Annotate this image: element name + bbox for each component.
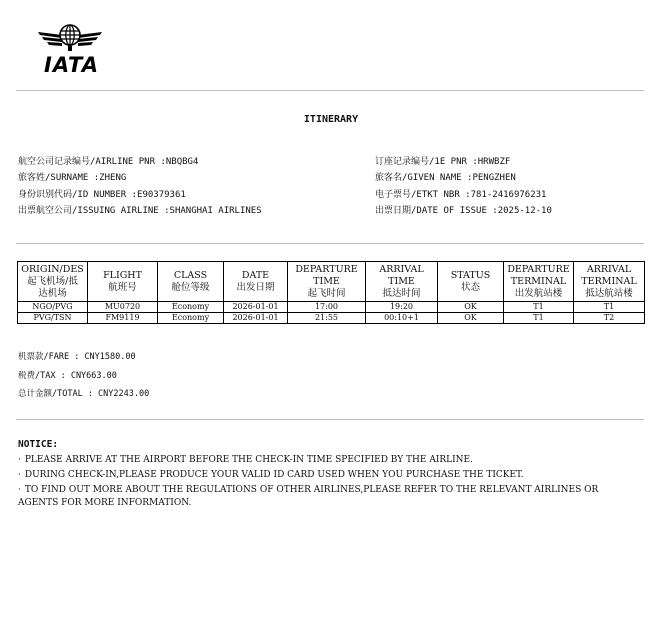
cell-class: Economy xyxy=(158,313,224,324)
notice-item: · DURING CHECK-IN,PLEASE PRODUCE YOUR VALID ID CARD USED WHEN YOU PURCHASE THE TICKET. xyxy=(18,470,524,480)
fare-summary xyxy=(18,348,149,404)
iata-logo-text: IATA xyxy=(44,53,100,77)
col-status: STATUS 状态 xyxy=(438,262,504,302)
cell-arrival-terminal: T2 xyxy=(574,313,645,324)
cell-class: Economy xyxy=(158,302,224,313)
fare-amount: 机票款/FARE : CNY1580.00 xyxy=(18,352,136,362)
divider-bottom xyxy=(16,419,644,420)
col-departure-terminal: DEPARTURE TERMINAL 出发航站楼 xyxy=(504,262,574,302)
1e-pnr: 订座记录编号/1E PNR :HRWBZF xyxy=(375,157,511,167)
id-number: 身份识别代码/ID NUMBER :E90379361 xyxy=(18,189,186,200)
col-origin-destination: ORIGIN/DES 起飞机场/抵 达机场 xyxy=(18,262,88,302)
table-row xyxy=(18,302,645,313)
surname: 旅客姓/SURNAME :ZHENG xyxy=(18,173,127,184)
bullet-icon: · xyxy=(18,470,21,480)
cell-flight: MU0720 xyxy=(88,302,158,313)
col-arrival-terminal: ARRIVAL TERMINAL 抵达航站楼 xyxy=(574,262,645,302)
airline-pnr: 航空公司记录编号/AIRLINE PNR :NBQBG4 xyxy=(18,157,199,167)
flight-table-header xyxy=(18,262,645,302)
cell-route: NGO/PVG xyxy=(18,302,88,313)
cell-status: OK xyxy=(438,313,504,324)
page-title: ITINERARY xyxy=(303,114,359,125)
col-class: CLASS 舱位等级 xyxy=(158,262,224,302)
notice-heading: NOTICE: xyxy=(18,439,59,450)
notice-item: · TO FIND OUT MORE ABOUT THE REGULATIONS OF OTHER AIRLINES,PLEASE REFER TO THE RELEVANT AIRLINES OR AGENTS FOR MORE INFORMATION. xyxy=(18,485,599,508)
passenger-info-right xyxy=(375,154,552,219)
cell-route: PVG/TSN xyxy=(18,313,88,324)
cell-arrival-time: 00:10+1 xyxy=(366,313,438,324)
cell-departure-time: 21:55 xyxy=(288,313,366,324)
divider-top xyxy=(16,90,644,91)
globe-wings-icon xyxy=(36,20,104,56)
bullet-icon: · xyxy=(18,485,21,495)
tax-amount: 税费/TAX : CNY663.00 xyxy=(18,370,117,381)
notice-item: · PLEASE ARRIVE AT THE AIRPORT BEFORE THE CHECK-IN TIME SPECIFIED BY THE AIRLINE. xyxy=(18,455,473,465)
passenger-info-left xyxy=(18,154,262,219)
cell-departure-terminal: T1 xyxy=(504,302,574,313)
notice-section xyxy=(18,438,638,510)
bullet-icon: · xyxy=(18,455,21,465)
col-arrival-time: ARRIVAL TIME 抵达时间 xyxy=(366,262,438,302)
cell-date: 2026-01-01 xyxy=(224,302,288,313)
cell-arrival-time: 19:20 xyxy=(366,302,438,313)
col-flight: FLIGHT 航班号 xyxy=(88,262,158,302)
col-date: DATE 出发日期 xyxy=(224,262,288,302)
issuing-airline: 出票航空公司/ISSUING AIRLINE :SHANGHAI AIRLINES xyxy=(18,205,262,216)
cell-departure-time: 17:00 xyxy=(288,302,366,313)
divider-mid xyxy=(16,243,644,244)
table-row xyxy=(18,313,645,324)
cell-flight: FM9119 xyxy=(88,313,158,324)
cell-status: OK xyxy=(438,302,504,313)
total-amount: 总计金额/TOTAL : CNY2243.00 xyxy=(18,389,150,399)
etkt-number: 电子票号/ETKT NBR :781-2416976231 xyxy=(375,189,547,200)
date-of-issue: 出票日期/DATE OF ISSUE :2025-12-10 xyxy=(375,205,552,216)
cell-departure-terminal: T1 xyxy=(504,313,574,324)
cell-arrival-terminal: T1 xyxy=(574,302,645,313)
iata-logo xyxy=(36,20,104,76)
flight-table xyxy=(17,261,645,324)
cell-date: 2026-01-01 xyxy=(224,313,288,324)
col-departure-time: DEPARTURE TIME 起飞时间 xyxy=(288,262,366,302)
given-name: 旅客名/GIVEN NAME :PENGZHEN xyxy=(375,173,516,184)
